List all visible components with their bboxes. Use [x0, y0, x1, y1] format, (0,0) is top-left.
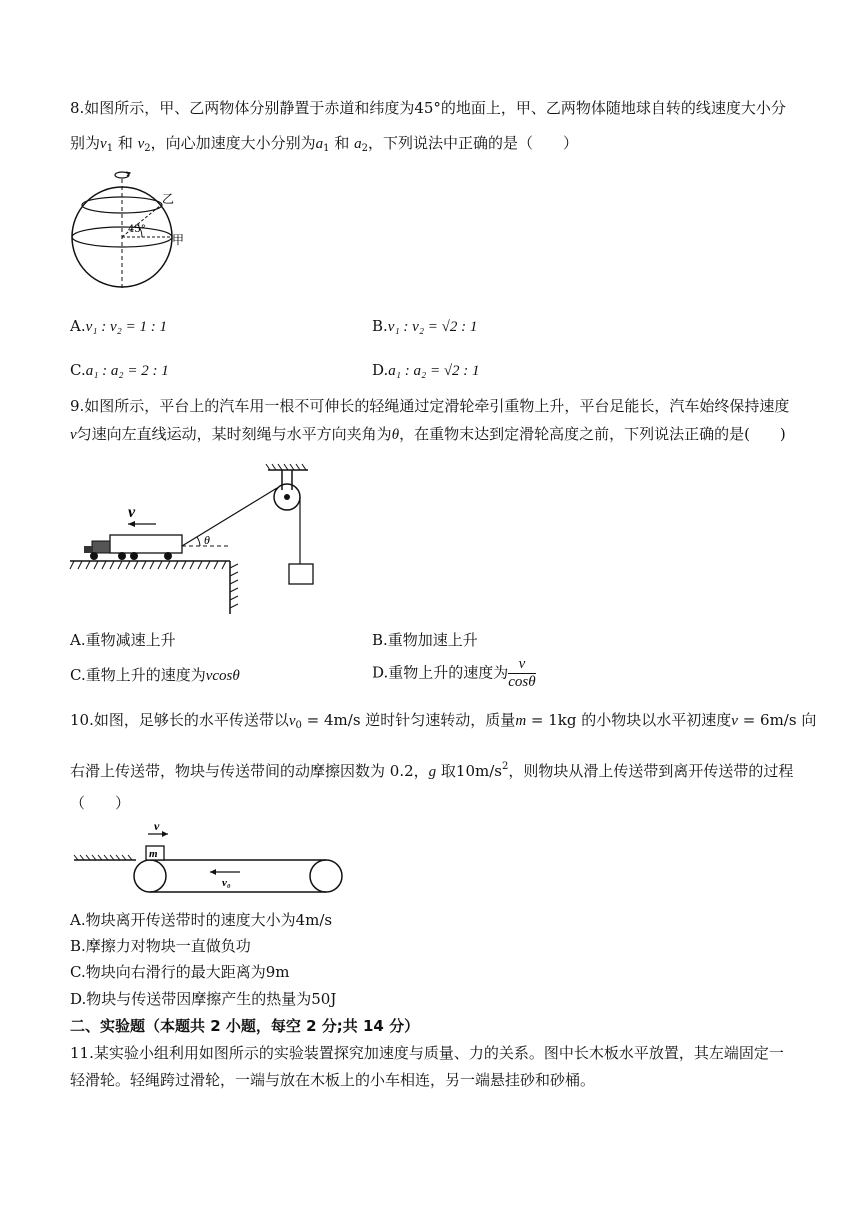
q9-truck-pulley-figure	[70, 462, 340, 617]
q10-stem-line1: 10.如图，足够长的水平传送带以$v_0 = 4m/s$ 逆时针匀速转动，质量m = 1kg 的小物块以水平初速度v = 6m/s 向	[70, 711, 817, 731]
right-roller	[310, 860, 342, 892]
q8-option-c[interactable]: C.a₁ : a₂ = 2 : 1	[70, 361, 169, 379]
q8-earth-figure	[60, 165, 200, 305]
q10-option-c[interactable]: C.物块向右滑行的最大距离为9m	[70, 963, 290, 981]
q9-option-a[interactable]: A.重物减速上升	[70, 631, 176, 649]
q9-option-c[interactable]: C.重物上升的速度为vcosθ	[70, 666, 240, 684]
q9-stem-line2: v匀速向左直线运动，某时刻绳与水平方向夹角为θ，在重物末达到定滑轮高度之前，下列说法正确的是( )	[70, 425, 786, 443]
m-label: m	[149, 848, 158, 860]
q9-option-d[interactable]: D.重物上升的速度为 $\frac{v}{\cos\theta}$	[372, 656, 536, 690]
label-jia: 甲	[172, 233, 185, 247]
q10-stem-line2: 右滑上传送带，物块与传送带间的动摩擦因数为 0.2，g 取$10m/s^2$，则物块从滑上传送带到离开传送带的过程	[70, 761, 794, 780]
left-roller	[134, 860, 166, 892]
v-label: v	[154, 819, 160, 833]
truck-icon	[84, 535, 182, 560]
v0-label: v₀	[222, 877, 231, 889]
rotation-arrow-icon	[115, 172, 129, 178]
v-label: v	[128, 504, 136, 521]
theta-label: θ	[204, 533, 210, 547]
section-heading: 二、实验题（本题共 2 小题，每空 2 分;共 14 分）	[70, 1017, 420, 1035]
q10-conveyor-figure	[70, 820, 370, 900]
load-block	[289, 564, 313, 584]
q9-stem-line1: 9.如图所示，平台上的汽车用一根不可伸长的轻绳通过定滑轮牵引重物上升，平台足能长，汽车始终保持速度	[70, 397, 790, 415]
q11-stem-line2: 轻滑轮。轻绳跨过滑轮，一端与放在木板上的小车相连，另一端悬挂砂和砂桶。	[70, 1071, 596, 1089]
q10-stem-line3: （ ）	[70, 794, 131, 812]
q8-option-a[interactable]: A.v₁ : v₂ = 1 : 1	[70, 317, 167, 335]
q8-option-b[interactable]: B.v₁ : v₂ = √2 : 1	[372, 317, 478, 335]
label-yi: 乙	[162, 192, 175, 206]
q8-stem-line2: 别为$v_1$ 和 $v_2$，向心加速度大小分别为$a_1$ 和 $a_2$，下列说法中正确的是（ ）	[70, 134, 578, 154]
angle-label: 45°	[128, 224, 146, 235]
q8-option-d[interactable]: D.a₁ : a₂ = √2 : 1	[372, 361, 480, 379]
q10-option-d[interactable]: D.物块与传送带因摩擦产生的热量为50J	[70, 990, 337, 1008]
q8-stem-line1: 8.如图所示，甲、乙两物体分别静置于赤道和纬度为45°的地面上，甲、乙两物体随地球自转的线速度大小分	[70, 99, 786, 117]
q10-option-a[interactable]: A.物块离开传送带时的速度大小为4m/s	[70, 911, 333, 929]
q11-stem-line1: 11.某实验小组利用如图所示的实验装置探究加速度与质量、力的关系。图中长木板水平放置，其左端固定一	[70, 1044, 784, 1062]
q10-option-b[interactable]: B.摩擦力对物块一直做负功	[70, 937, 251, 955]
q9-option-b[interactable]: B.重物加速上升	[372, 631, 478, 649]
